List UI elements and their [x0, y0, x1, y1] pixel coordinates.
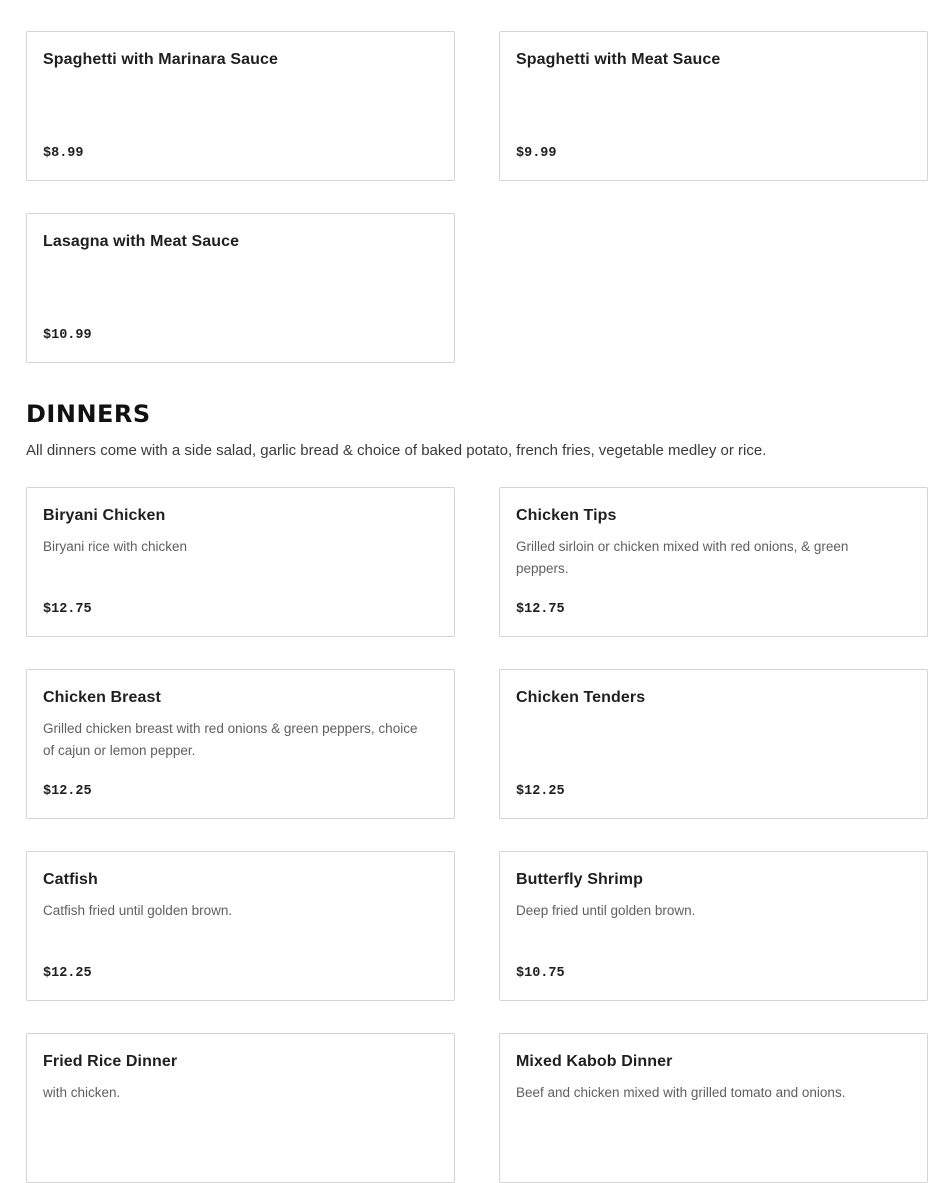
menu-item-name: Biryani Chicken — [43, 507, 166, 524]
menu-item-price: $8.99 — [43, 146, 84, 161]
pasta-items-grid — [26, 31, 928, 363]
section-title-dinners: DINNERS — [26, 400, 151, 428]
menu-item-card[interactable] — [26, 31, 455, 181]
menu-item-name: Lasagna with Meat Sauce — [43, 233, 240, 250]
menu-item-description: Biryani rice with chicken — [43, 539, 188, 554]
menu-item-card[interactable] — [26, 213, 455, 363]
section-description: All dinners come with a side salad, garlic bread & choice of baked potato, french fries, vegetable medley or rice. — [26, 442, 767, 459]
menu-item-description: Catfish fried until golden brown. — [43, 903, 233, 918]
menu-item-price: $12.25 — [43, 966, 92, 981]
menu-item-price: $9.99 — [516, 146, 557, 161]
menu-item-card[interactable] — [499, 1033, 928, 1183]
menu-item-name: Catfish — [43, 871, 98, 888]
menu-item-name: Mixed Kabob Dinner — [516, 1053, 673, 1070]
menu-item-name: Butterfly Shrimp — [516, 871, 643, 888]
menu-item-name: Chicken Breast — [43, 689, 161, 706]
menu-item-description: Grilled sirloin or chicken mixed with red onions, & green peppers. — [516, 539, 849, 576]
menu-item-name: Chicken Tips — [516, 507, 617, 524]
menu-item-card[interactable] — [26, 1033, 455, 1183]
menu-item-card[interactable] — [499, 851, 928, 1001]
menu-item-card[interactable] — [26, 487, 455, 637]
dinners-items-grid — [26, 487, 928, 1183]
menu-item-price: $12.25 — [516, 784, 565, 799]
menu-item-card[interactable] — [499, 31, 928, 181]
menu-item-price: $12.75 — [43, 602, 92, 617]
menu-item-card[interactable] — [26, 669, 455, 819]
menu-item-card[interactable] — [26, 851, 455, 1001]
menu-item-description: Grilled chicken breast with red onions & green peppers, choice of cajun or lemon pepper. — [43, 721, 418, 758]
menu-item-name: Chicken Tenders — [516, 689, 646, 706]
menu-item-price: $12.25 — [43, 784, 92, 799]
menu-page — [26, 0, 928, 1183]
menu-item-card[interactable] — [499, 487, 928, 637]
menu-item-card[interactable] — [499, 669, 928, 819]
menu-item-price: $12.75 — [516, 602, 565, 617]
menu-item-description: Deep fried until golden brown. — [516, 903, 696, 918]
menu-item-name: Spaghetti with Marinara Sauce — [43, 51, 278, 68]
menu-item-price: $10.75 — [516, 966, 565, 981]
menu-item-price: $10.99 — [43, 328, 92, 343]
menu-item-description: Beef and chicken mixed with grilled tomato and onions. — [516, 1085, 846, 1100]
menu-item-name: Fried Rice Dinner — [43, 1053, 178, 1070]
menu-item-name: Spaghetti with Meat Sauce — [516, 51, 721, 68]
menu-item-description: with chicken. — [43, 1085, 121, 1100]
